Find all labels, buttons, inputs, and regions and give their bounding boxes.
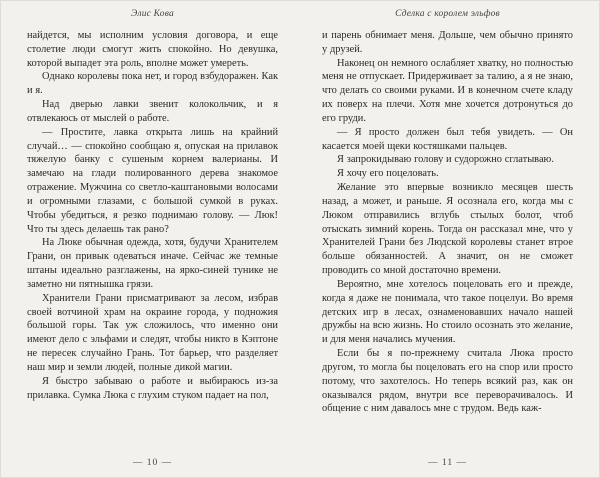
paragraph: найдется, мы исполним условия договора, и еще столетие люди смогут жить спокойно. Но девушка, которой выпадет эта роль, вполне может умереть. — [27, 30, 278, 69]
paragraph: Желание это впервые возникло месяцев шесть назад, а может, и раньше. Я осознала его, когда мы с Люком отправились вглубь стылых болот, чтоб отыскать зимний корень. Тогда он рассказал мне, что у Хранителей Грани без Людской королевы станет втрое больше обязанностей. А значит, он не сможет проводить со мной достаточно времени. — [322, 182, 573, 277]
paragraph: Хранители Грани присматривают за лесом, избрав своей вотчиной храм на окраине города, у подножия большой горы. Так уж сложилось, что именно они имеют дело с эльфами и следят, чтобы никто в Кэптоне не пересек случайно Грань. Тот барьер, что разделяет наш мир и земли людей, полные дикой магии. — [27, 292, 278, 373]
paragraph: — Простите, лавка открыта лишь на крайний случай… — спокойно сообщаю я, опуская на прилавок тяжелую банку с сушеным корнем валерианы. И замечаю на глади полированного дерева знакомое отражение. Мужчина со светло-каштановыми волосами и огромными глазами, с большой сумкой в руках. Чтобы убедиться, я резко поднимаю голову. — Люк! Что ты здесь делаешь так рано? — [27, 126, 278, 235]
running-head-title: Сделка с королем эльфов — [395, 9, 500, 19]
paragraph: Наконец он немного ослабляет хватку, но полностью меня не отпускает. Придерживает за талию, а я не знаю, что делать со своими руками. И в конечном счете кладу их поверх на плечи. Хотя мне хочется дотронуться до его груди. — [322, 57, 573, 124]
page-body-left — [27, 29, 278, 452]
paragraph: и парень обнимает меня. Дольше, чем обычно принято у друзей. — [322, 30, 573, 55]
paragraph: Однако королевы пока нет, и город взбудоражен. Как и я. — [27, 71, 278, 97]
paragraph: Я хочу его поцеловать. — [337, 168, 439, 180]
paragraph: Вероятно, мне хотелось поцеловать его и прежде, когда я даже не понимала, что такое поцелуи. Во время детских игр в лесах, ознаменовавших начало нашей дружбы на всю жизнь. Но стоило осознать это желание, и для меня начались мучения. — [322, 278, 573, 346]
page-body-right — [322, 29, 573, 452]
paragraph: Я запрокидываю голову и судорожно сглатываю. — [337, 154, 554, 166]
paragraph: Над дверью лавки звенит колокольчик, и я отвлекаюсь от мыслей о работе. — [27, 99, 278, 124]
book-spread — [1, 1, 599, 477]
running-head-author: Элис Кова — [131, 9, 174, 19]
paragraph: — Я просто должен был тебя увидеть. — Он касается моей щеки костяшками пальцев. — [322, 126, 573, 152]
page-right — [322, 7, 573, 477]
page-number-right: — 11 — — [428, 458, 467, 468]
paragraph: На Люке обычная одежда, хотя, будучи Хранителем Грани, он привык одеваться иначе. Сейчас же темные штаны идеально разглажены, на ярко-синей тунике не заметно ни пятнышка грязи. — [27, 237, 278, 290]
paragraph: Если бы я по-прежнему считала Люка просто другом, то могла бы поцеловать его на спор или просто потому, что захотелось. Но теперь всякий раз, как он оказывался рядом, внутри все переворачивалось. И общение с ним давалось мне с трудом. Ведь каж- — [322, 348, 573, 415]
paragraph: Я быстро забываю о работе и выбираюсь из-за прилавка. Сумка Люка с глухим стуком падает на пол, — [27, 375, 278, 401]
page-left — [27, 7, 278, 477]
page-number-left: — 10 — — [132, 458, 173, 468]
